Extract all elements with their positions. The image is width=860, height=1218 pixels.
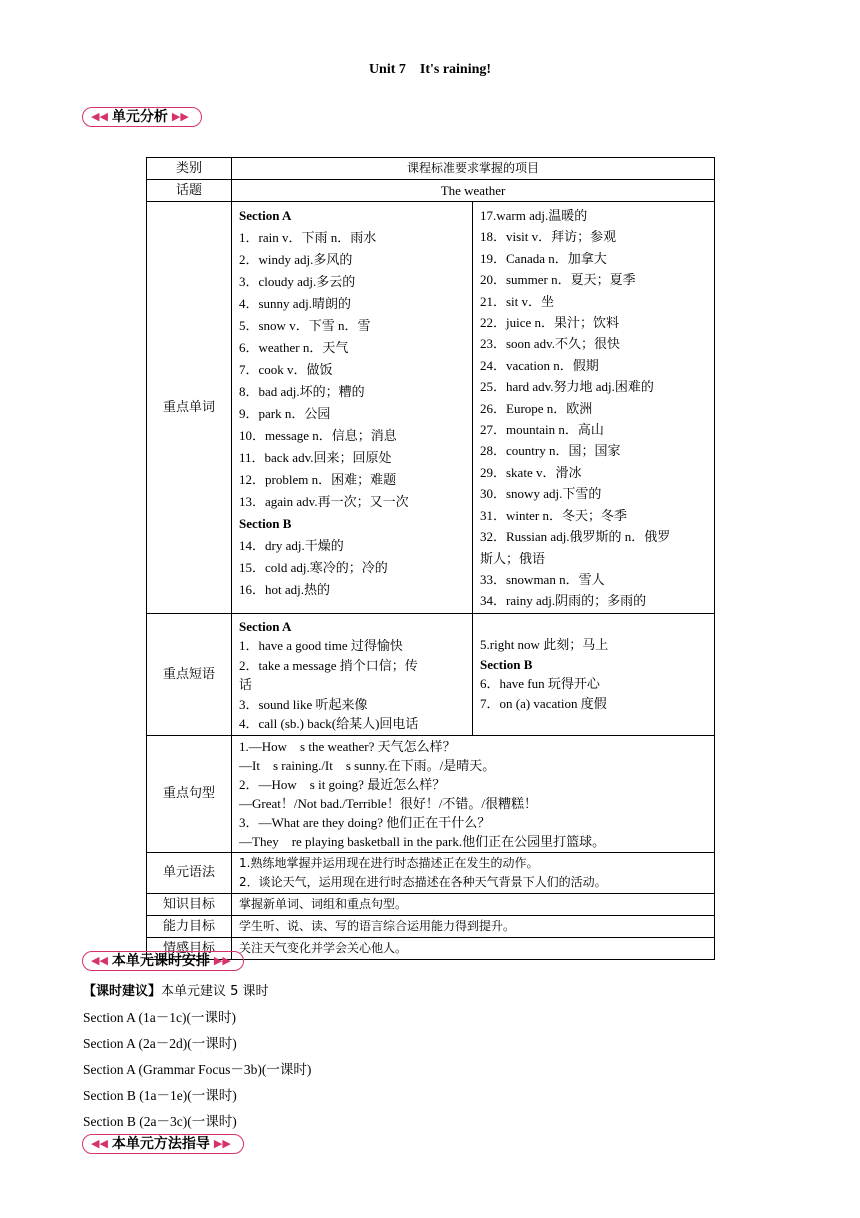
knowledge-value: 掌握新单词、词组和重点句型。	[232, 893, 715, 915]
list-item: 话	[239, 677, 253, 693]
emotion-value: 关注天气变化并学会关心他人。	[232, 937, 715, 959]
knowledge-category: 知识目标	[147, 893, 232, 915]
header-category: 类别	[147, 158, 232, 180]
double-arrow-left-icon: ◀◀	[91, 1137, 108, 1150]
double-arrow-right-icon: ▶▶	[171, 110, 189, 123]
header-items: 课程标准要求掌握的项目	[232, 158, 715, 180]
schedule-line: Section A (2a－2d)(一课时)	[83, 1036, 237, 1051]
schedule-line: Section B (2a－3c)(一课时)	[83, 1114, 237, 1129]
list-item: 33．snowman n．雪人	[480, 571, 605, 587]
double-arrow-left-icon: ◀◀	[91, 954, 108, 967]
list-item: 8．bad adj.坏的；糟的	[239, 384, 365, 399]
list-item: 21．sit v．坐	[480, 293, 555, 309]
text-line: 1.熟练地掌握并运用现在进行时态描述正在发生的动作。	[239, 855, 539, 870]
words-left	[232, 202, 473, 614]
list-item: 4．sunny adj.晴朗的	[239, 296, 351, 311]
schedule-line: Section B (1a－1e)(一课时)	[83, 1088, 237, 1103]
list-item: 18．visit v．拜访；参观	[480, 229, 617, 245]
list-item: 23．soon adv.不久；很快	[480, 336, 620, 352]
section-label: Section B	[239, 516, 292, 531]
section-head-schedule: ◀◀ 本单元课时安排 ▶▶	[82, 950, 244, 972]
list-item: 3．sound like 听起来像	[239, 696, 368, 712]
list-item: 25．hard adv.努力地 adj.困难的	[480, 379, 654, 395]
phrases-category: 重点短语	[147, 613, 232, 735]
text-line: —They re playing basketball in the park.他们正在公园里打篮球。	[239, 833, 606, 849]
list-item: 27．mountain n．高山	[480, 422, 604, 438]
list-item: 26．Europe n．欧洲	[480, 400, 593, 416]
list-item: 4．call (sb.) back(给某人)回电话	[239, 716, 419, 732]
topic-value: The weather	[232, 180, 715, 202]
list-item: 28．country n．国；国家	[480, 443, 621, 459]
list-item: 14．dry adj.干燥的	[239, 538, 344, 553]
list-item: 6．weather n．天气	[239, 340, 349, 355]
list-item: 19．Canada n．加拿大	[480, 250, 607, 266]
list-item: 6．have fun 玩得开心	[480, 676, 600, 692]
text-line: 3．—What are they doing? 他们正在干什么？	[239, 814, 491, 830]
section-head-method: ◀◀ 本单元方法指导 ▶▶	[82, 1133, 244, 1155]
list-item: 17.warm adj.温暖的	[480, 208, 588, 223]
list-item: 2．take a message 捎个口信；传	[239, 657, 418, 673]
list-item: 22．juice n．果汁；饮料	[480, 315, 620, 331]
phrases-right	[473, 613, 715, 735]
list-item: 5．snow v．下雪 n．雪	[239, 318, 371, 333]
list-item: 12．problem n．困难；难题	[239, 472, 397, 487]
text-line: —It s raining./It s sunny.在下雨。/是晴天。	[239, 757, 496, 773]
list-item: 10．message n．信息；消息	[239, 428, 397, 443]
list-item: 29．skate v．滑冰	[480, 464, 582, 480]
list-item: 20．summer n．夏天；夏季	[480, 272, 636, 288]
list-item: 11．back adv.回来；回原处	[239, 450, 392, 465]
ability-value: 学生听、说、读、写的语言综合运用能力得到提升。	[232, 915, 715, 937]
list-item: 1．have a good time 过得愉快	[239, 638, 403, 654]
section-head-analysis: ◀◀ 单元分析 ▶▶	[82, 106, 202, 128]
list-item: 34．rainy adj.阴雨的；多雨的	[480, 593, 647, 609]
schedule-suggestion: 【课时建议】本单元建议 5 课时	[83, 984, 269, 999]
schedule-line: Section A (1a－1c)(一课时)	[83, 1010, 236, 1025]
list-item: 16．hot adj.热的	[239, 582, 330, 597]
text-line: 1.—How s the weather? 天气怎么样？	[239, 738, 456, 754]
section-label: Section B	[480, 656, 533, 672]
list-item: 5.right now 此刻；马上	[480, 637, 609, 653]
schedule-line: Section A (Grammar Focus－3b)(一课时)	[83, 1062, 312, 1077]
emotion-category: 情感目标	[147, 937, 232, 959]
words-category: 重点单词	[147, 202, 232, 614]
list-item: 13．again adv.再一次；又一次	[239, 494, 409, 509]
section-label: Section A	[239, 618, 292, 634]
list-item: 1．rain v．下雨 n．雨水	[239, 230, 377, 245]
grammar-category: 单元语法	[147, 852, 232, 893]
text-line: 2．谈论天气，运用现在进行时态描述在各种天气背景下人们的活动。	[239, 874, 607, 889]
sentences-category: 重点句型	[147, 735, 232, 852]
list-item: 2．windy adj.多风的	[239, 252, 353, 267]
text-line: —Great！/Not bad./Terrible！很好！/不错。/很糟糕！	[239, 795, 538, 811]
ability-category: 能力目标	[147, 915, 232, 937]
list-item: 斯人；俄语	[480, 550, 546, 566]
list-item: 9．park n．公园	[239, 406, 331, 421]
double-arrow-left-icon: ◀◀	[91, 110, 108, 123]
sentences-cell	[232, 735, 715, 852]
phrases-left	[232, 613, 473, 735]
double-arrow-right-icon: ▶▶	[213, 954, 231, 967]
grammar-cell	[232, 852, 715, 893]
words-right	[473, 202, 715, 614]
section-label: Section A	[239, 208, 292, 223]
text-line: 2．—How s it going? 最近怎么样？	[239, 776, 446, 792]
list-item: 7．cook v．做饭	[239, 362, 333, 377]
list-item: 30．snowy adj.下雪的	[480, 486, 602, 502]
unit-analysis-table	[146, 157, 715, 960]
list-item: 7．on (a) vacation 度假	[480, 695, 607, 711]
page-title: Unit 7 It's raining!	[368, 62, 492, 77]
list-item: 15．cold adj.寒冷的；冷的	[239, 560, 388, 575]
list-item: 24．vacation n．假期	[480, 357, 599, 373]
list-item: 32．Russian adj.俄罗斯的 n．俄罗	[480, 529, 671, 545]
double-arrow-right-icon: ▶▶	[213, 1137, 231, 1150]
list-item: 3．cloudy adj.多云的	[239, 274, 356, 289]
topic-category: 话题	[147, 180, 232, 202]
list-item: 31．winter n．冬天；冬季	[480, 507, 627, 523]
